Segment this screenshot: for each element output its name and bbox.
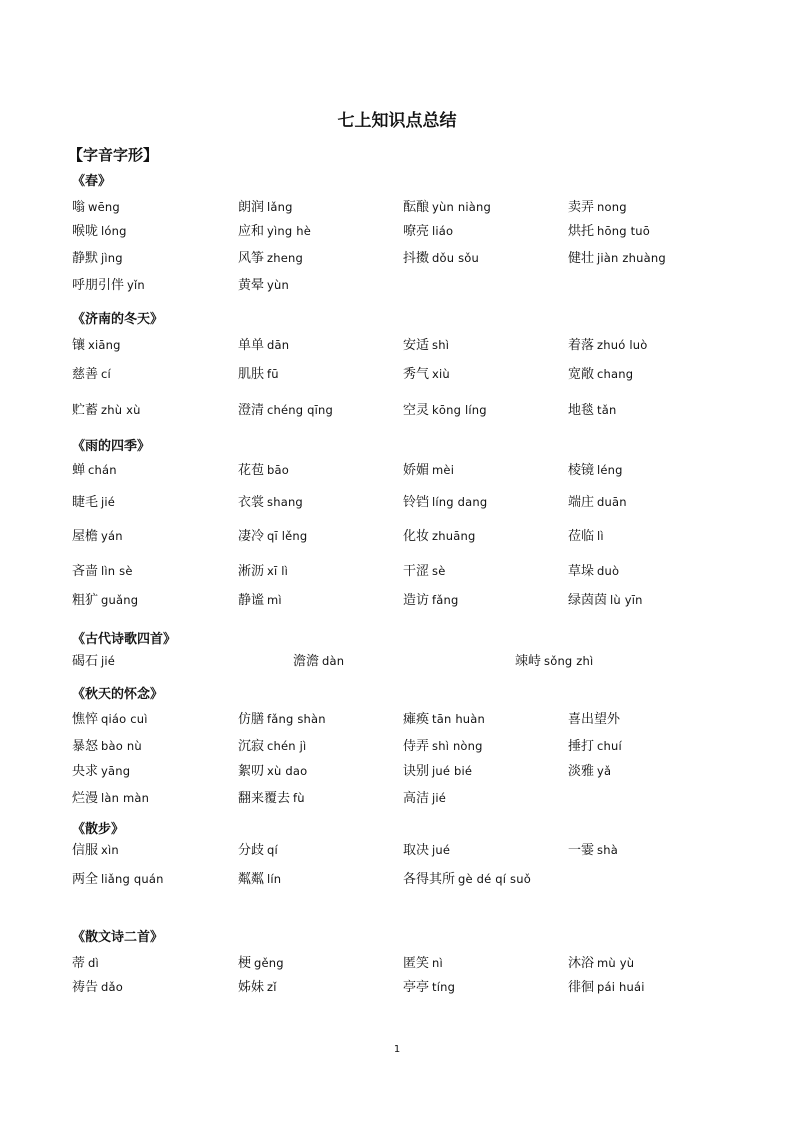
- pinyin: líng dang: [432, 495, 488, 509]
- vocab-word: 静默: [72, 251, 99, 266]
- pinyin: duò: [597, 564, 620, 578]
- vocab-word: 淡雅: [568, 764, 595, 779]
- pinyin: sè: [432, 564, 446, 578]
- lesson-title: 《散文诗二首》: [72, 930, 164, 945]
- pinyin: shì nòng: [432, 739, 483, 753]
- vocab-word: 粗犷: [72, 593, 99, 608]
- vocab-entry: [403, 336, 449, 355]
- page-title: 七上知识点总结: [337, 111, 457, 131]
- vocab-row: [0, 461, 794, 483]
- vocab-entry: [568, 591, 643, 610]
- lesson-title: 《散步》: [72, 822, 125, 837]
- pinyin: dàn: [322, 654, 345, 668]
- vocab-word: 睫毛: [72, 495, 99, 510]
- vocab-entry: [238, 222, 311, 241]
- vocab-word: 沉寂: [238, 739, 265, 754]
- pinyin: jié: [432, 791, 447, 805]
- vocab-entry: [72, 870, 164, 889]
- vocab-entry: [403, 562, 445, 581]
- vocab-word: 抖擞: [403, 251, 430, 266]
- vocab-entry: [238, 276, 289, 295]
- vocab-entry: [238, 954, 284, 973]
- pinyin: chén jì: [267, 739, 307, 753]
- vocab-entry: [403, 249, 479, 268]
- lesson-title: 《古代诗歌四首》: [72, 632, 177, 647]
- pinyin: qiáo cuì: [101, 712, 148, 726]
- vocab-entry: [72, 710, 148, 729]
- vocab-entry: [238, 591, 282, 610]
- pinyin: lù yīn: [610, 593, 643, 607]
- vocab-entry: [72, 527, 123, 546]
- vocab-row: [0, 762, 794, 784]
- vocab-word: 空灵: [403, 403, 430, 418]
- vocab-entry: [72, 336, 121, 355]
- vocab-word: 单单: [238, 338, 265, 353]
- vocab-row: [0, 365, 794, 387]
- vocab-word: 莅临: [568, 529, 595, 544]
- vocab-word: 镶: [72, 338, 86, 353]
- pinyin: chán: [88, 463, 117, 477]
- vocab-row: [0, 870, 794, 892]
- pinyin: tǎn: [597, 403, 617, 417]
- pinyin: nong: [597, 200, 627, 214]
- vocab-entry: [238, 762, 307, 781]
- vocab-word: 卖弄: [568, 200, 595, 215]
- vocab-entry: [72, 841, 119, 860]
- vocab-word: 酝酿: [403, 200, 430, 215]
- vocab-word: 烂漫: [72, 791, 99, 806]
- vocab-word: 一霎: [568, 843, 595, 858]
- pinyin: cí: [101, 367, 111, 381]
- vocab-entry: [403, 978, 455, 997]
- pinyin: xī lì: [267, 564, 289, 578]
- vocab-entry: [403, 954, 443, 973]
- vocab-entry: [403, 710, 485, 729]
- pinyin: xìn: [101, 843, 119, 857]
- pinyin: xiù: [432, 367, 450, 381]
- vocab-word: 安适: [403, 338, 430, 353]
- vocab-entry: [568, 978, 645, 997]
- pinyin: zhù xù: [101, 403, 141, 417]
- vocab-entry: [568, 841, 618, 860]
- pinyin: yán: [101, 529, 123, 543]
- vocab-word: 贮蓄: [72, 403, 99, 418]
- vocab-word: 絮叨: [238, 764, 265, 779]
- vocab-word: 化妆: [403, 529, 430, 544]
- vocab-row: [0, 978, 794, 1000]
- vocab-entry: [403, 461, 454, 480]
- vocab-entry: [403, 222, 453, 241]
- pinyin: yǎ: [597, 764, 612, 778]
- vocab-row: [0, 276, 794, 298]
- vocab-row: [0, 789, 794, 811]
- pinyin: zheng: [267, 251, 304, 265]
- pinyin: hōng tuō: [597, 224, 651, 238]
- pinyin: lǎng: [267, 200, 293, 214]
- vocab-word: 捶打: [568, 739, 595, 754]
- vocab-entry: [72, 249, 123, 268]
- vocab-entry: [72, 762, 130, 781]
- vocab-entry: [568, 762, 611, 781]
- vocab-row: [0, 737, 794, 759]
- vocab-row: [0, 591, 794, 613]
- vocab-word: 高洁: [403, 791, 430, 806]
- vocab-entry: [238, 249, 303, 268]
- pinyin: liáo: [432, 224, 454, 238]
- vocab-entry: [72, 591, 138, 610]
- vocab-word: 祷告: [72, 980, 99, 995]
- vocab-entry: [568, 401, 616, 420]
- vocab-entry: [568, 365, 633, 384]
- vocab-row: [0, 841, 794, 863]
- vocab-entry: [238, 336, 289, 355]
- vocab-entry: [568, 710, 623, 729]
- vocab-row: [0, 336, 794, 358]
- pinyin: chang: [597, 367, 634, 381]
- vocab-word: 碣石: [72, 654, 99, 669]
- pinyin: dǒu sǒu: [432, 251, 480, 265]
- pinyin: yùn: [267, 278, 289, 292]
- vocab-entry: [568, 198, 627, 217]
- vocab-entry: [568, 954, 634, 973]
- vocab-word: 肌肤: [238, 367, 265, 382]
- pinyin: lín: [267, 872, 282, 886]
- pinyin: shì: [432, 338, 450, 352]
- vocab-word: 嘹亮: [403, 224, 430, 239]
- vocab-word: 风筝: [238, 251, 265, 266]
- vocab-entry: [403, 841, 450, 860]
- vocab-word: 竦峙: [515, 654, 542, 669]
- vocab-row: [0, 249, 794, 271]
- pinyin: jié: [101, 495, 116, 509]
- vocab-entry: [568, 562, 619, 581]
- vocab-row: [0, 527, 794, 549]
- vocab-word: 铃铛: [403, 495, 430, 510]
- lesson-title: 《济南的冬天》: [72, 312, 164, 327]
- vocab-word: 取决: [403, 843, 430, 858]
- pinyin: gè dé qí suǒ: [458, 872, 531, 886]
- vocab-word: 分歧: [238, 843, 265, 858]
- vocab-entry: [403, 870, 531, 889]
- vocab-word: 静谧: [238, 593, 265, 608]
- vocab-entry: [403, 762, 472, 781]
- vocab-entry: [403, 591, 459, 610]
- vocab-word: 朗润: [238, 200, 265, 215]
- vocab-word: 诀别: [403, 764, 430, 779]
- vocab-entry: [568, 222, 650, 241]
- vocab-word: 健壮: [568, 251, 595, 266]
- vocab-entry: [293, 652, 344, 671]
- pinyin: lìn sè: [101, 564, 133, 578]
- vocab-word: 暴怒: [72, 739, 99, 754]
- pinyin: fū: [267, 367, 279, 381]
- vocab-entry: [403, 365, 450, 384]
- vocab-entry: [238, 198, 293, 217]
- vocab-word: 侍弄: [403, 739, 430, 754]
- vocab-word: 烘托: [568, 224, 595, 239]
- vocab-entry: [238, 527, 307, 546]
- pinyin: bào nù: [101, 739, 142, 753]
- vocab-entry: [72, 276, 145, 295]
- pinyin: jìng: [101, 251, 123, 265]
- vocab-word: 花苞: [238, 463, 265, 478]
- vocab-word: 娇媚: [403, 463, 430, 478]
- vocab-word: 衣裳: [238, 495, 265, 510]
- vocab-word: 央求: [72, 764, 99, 779]
- pinyin: jué bié: [432, 764, 473, 778]
- vocab-entry: [403, 789, 446, 808]
- pinyin: wēng: [88, 200, 120, 214]
- vocab-row: [0, 401, 794, 423]
- vocab-word: 凄冷: [238, 529, 265, 544]
- vocab-entry: [72, 401, 141, 420]
- pinyin: chéng qīng: [267, 403, 334, 417]
- pinyin: mèi: [432, 463, 455, 477]
- vocab-row: [0, 222, 794, 244]
- vocab-entry: [238, 841, 278, 860]
- vocab-word: 宽敞: [568, 367, 595, 382]
- vocab-entry: [238, 737, 306, 756]
- vocab-entry: [403, 198, 491, 217]
- vocab-word: 亭亭: [403, 980, 430, 995]
- pinyin: tān huàn: [432, 712, 486, 726]
- pinyin: guǎng: [101, 593, 139, 607]
- pinyin: fù: [293, 791, 305, 805]
- vocab-word: 地毯: [568, 403, 595, 418]
- vocab-row: [0, 493, 794, 515]
- pinyin: lì: [597, 529, 604, 543]
- pinyin: dì: [88, 956, 99, 970]
- vocab-word: 着落: [568, 338, 595, 353]
- vocab-word: 绿茵茵: [568, 593, 608, 608]
- vocab-entry: [72, 978, 123, 997]
- pinyin: gěng: [254, 956, 284, 970]
- pinyin: pái huái: [597, 980, 645, 994]
- pinyin: nì: [432, 956, 443, 970]
- pinyin: mì: [267, 593, 282, 607]
- vocab-word: 徘徊: [568, 980, 595, 995]
- vocab-word: 草垛: [568, 564, 595, 579]
- vocab-word: 淅沥: [238, 564, 265, 579]
- vocab-row: [0, 198, 794, 220]
- pinyin: jiàn zhuàng: [597, 251, 666, 265]
- vocab-row: [0, 710, 794, 732]
- vocab-word: 干涩: [403, 564, 430, 579]
- vocab-entry: [238, 493, 303, 512]
- vocab-entry: [238, 401, 333, 420]
- pinyin: liǎng quán: [101, 872, 164, 886]
- pinyin: duān: [597, 495, 627, 509]
- vocab-word: 粼粼: [238, 872, 265, 887]
- vocab-word: 蝉: [72, 463, 86, 478]
- pinyin: sǒng zhì: [544, 654, 594, 668]
- vocab-word: 嗡: [72, 200, 86, 215]
- vocab-word: 呼朋引伴: [72, 278, 125, 293]
- vocab-word: 棱镜: [568, 463, 595, 478]
- vocab-entry: [568, 336, 647, 355]
- vocab-entry: [238, 870, 281, 889]
- pinyin: léng: [597, 463, 623, 477]
- vocab-entry: [72, 562, 133, 581]
- vocab-word: 屋檐: [72, 529, 99, 544]
- vocab-entry: [72, 198, 120, 217]
- vocab-word: 沐浴: [568, 956, 595, 971]
- vocab-entry: [403, 737, 483, 756]
- pinyin: bāo: [267, 463, 289, 477]
- vocab-word: 匿笑: [403, 956, 430, 971]
- vocab-word: 秀气: [403, 367, 430, 382]
- vocab-entry: [72, 789, 149, 808]
- pinyin: chuí: [597, 739, 622, 753]
- vocab-entry: [568, 493, 627, 512]
- pinyin: qí: [267, 843, 278, 857]
- vocab-word: 蒂: [72, 956, 86, 971]
- pinyin: qī lěng: [267, 529, 308, 543]
- vocab-row: [0, 954, 794, 976]
- vocab-entry: [403, 493, 487, 512]
- vocab-entry: [72, 737, 142, 756]
- vocab-word: 两全: [72, 872, 99, 887]
- vocab-word: 翻来覆去: [238, 791, 291, 806]
- pinyin: xù dao: [267, 764, 308, 778]
- lesson-title: 《雨的四季》: [72, 439, 151, 454]
- vocab-word: 喉咙: [72, 224, 99, 239]
- vocab-entry: [72, 365, 111, 384]
- vocab-entry: [238, 365, 279, 384]
- vocab-entry: [238, 461, 289, 480]
- pinyin: làn màn: [101, 791, 150, 805]
- vocab-word: 姊妹: [238, 980, 265, 995]
- vocab-entry: [568, 527, 604, 546]
- vocab-word: 憔悴: [72, 712, 99, 727]
- vocab-word: 应和: [238, 224, 265, 239]
- vocab-word: 黄晕: [238, 278, 265, 293]
- vocab-entry: [238, 710, 326, 729]
- section-title: 【字音字形】: [68, 146, 159, 164]
- pinyin: dān: [267, 338, 290, 352]
- pinyin: xiāng: [88, 338, 121, 352]
- vocab-word: 澄清: [238, 403, 265, 418]
- pinyin: kōng líng: [432, 403, 487, 417]
- vocab-entry: [403, 401, 487, 420]
- page-number: 1: [393, 1044, 401, 1055]
- pinyin: yìng hè: [267, 224, 312, 238]
- vocab-entry: [72, 222, 127, 241]
- pinyin: zǐ: [267, 980, 277, 994]
- pinyin: fǎng: [432, 593, 459, 607]
- vocab-entry: [238, 978, 277, 997]
- pinyin: jué: [432, 843, 451, 857]
- vocab-word: 梗: [238, 956, 252, 971]
- vocab-word: 澹澹: [293, 654, 320, 669]
- pinyin: yùn niàng: [432, 200, 491, 214]
- vocab-entry: [568, 737, 622, 756]
- vocab-entry: [403, 527, 475, 546]
- vocab-word: 仿膳: [238, 712, 265, 727]
- vocab-entry: [568, 249, 666, 268]
- vocab-entry: [568, 461, 623, 480]
- vocab-entry: [72, 954, 99, 973]
- vocab-entry: [515, 652, 593, 671]
- vocab-word: 吝啬: [72, 564, 99, 579]
- lesson-title: 《秋天的怀念》: [72, 687, 164, 702]
- vocab-entry: [72, 652, 115, 671]
- vocab-row: [0, 562, 794, 584]
- pinyin: jié: [101, 654, 116, 668]
- vocab-word: 信服: [72, 843, 99, 858]
- pinyin: zhuó luò: [597, 338, 648, 352]
- vocab-word: 端庄: [568, 495, 595, 510]
- vocab-entry: [238, 562, 288, 581]
- pinyin: yāng: [101, 764, 131, 778]
- vocab-entry: [72, 493, 115, 512]
- pinyin: dǎo: [101, 980, 123, 994]
- pinyin: tíng: [432, 980, 456, 994]
- vocab-word: 各得其所: [403, 872, 456, 887]
- vocab-row: [0, 652, 794, 674]
- pinyin: zhuāng: [432, 529, 476, 543]
- vocab-entry: [72, 461, 117, 480]
- vocab-word: 造访: [403, 593, 430, 608]
- vocab-word: 喜出望外: [568, 712, 621, 727]
- pinyin: mù yù: [597, 956, 635, 970]
- pinyin: lóng: [101, 224, 127, 238]
- vocab-word: 慈善: [72, 367, 99, 382]
- vocab-word: 瘫痪: [403, 712, 430, 727]
- vocab-entry: [238, 789, 305, 808]
- lesson-title: 《春》: [72, 174, 112, 189]
- pinyin: fǎng shàn: [267, 712, 326, 726]
- pinyin: shang: [267, 495, 303, 509]
- pinyin: yǐn: [127, 278, 145, 292]
- pinyin: shà: [597, 843, 618, 857]
